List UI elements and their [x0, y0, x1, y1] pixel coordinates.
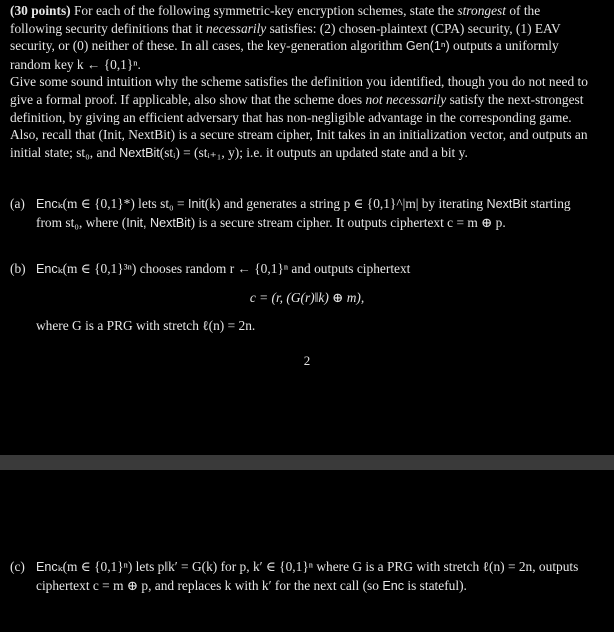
part-a-label: (a)	[10, 196, 25, 211]
page-separator	[0, 455, 614, 470]
part-b-where: where G is a PRG with stretch ℓ(n) = 2n.	[36, 318, 256, 333]
part-a: (a) Encₖ(m ∈ {0,1}*) lets st₀ = Init(k) and generates a string p ∈ {0,1}^|m| by iterating NextBit starting from st₀, where (Init, NextBit) is a secure stream cipher. It outputs ciphertext c = m ⊕ p.	[10, 196, 571, 230]
part-b-equation: c = (r, (G(r)‖k) ⊕ m),	[249, 290, 365, 305]
document-page-2	[0, 470, 614, 632]
problem-intro: (30 points) For each of the following symmetric-key encryption schemes, state the strongest of the following security definitions that it necessarily satisfies: (2) chosen-plaintext (CPA) security, (1) EAV security, or (0) neither of these. In all cases, the key-generation algorithm Gen(1ⁿ) outputs a uniformly random key k ← {0,1}ⁿ. Give some sound intuition why the scheme satisfies the definition you identified, though you do not need to give a formal proof. If applicable, also show that the scheme does not necessarily satisfy the next-strongest definition, by giving an efficient adversary that has non-negligible advantage in the corresponding game. Also, recall that (Init, NextBit) is a secure stream cipher, Init takes in an initialization vector, and outputs an initial state; st₀, and NextBit(stᵢ) = (stᵢ₊₁, y); i.e. it outputs an updated state and a bit y.	[10, 3, 588, 160]
part-c: (c) Encₖ(m ∈ {0,1}ⁿ) lets p‖k′ = G(k) for p, k′ ∈ {0,1}ⁿ where G is a PRG with stretch ℓ(n) = 2n, outputs ciphertext c = m ⊕ p, and replaces k with k′ for the next call (so Enc is stateful).	[10, 559, 579, 593]
points-label: (30 points)	[10, 3, 71, 18]
part-c-label: (c)	[10, 559, 25, 574]
part-b: (b) Encₖ(m ∈ {0,1}³ⁿ) chooses random r ← {0,1}ⁿ and outputs ciphertext	[10, 261, 411, 276]
page-number: 2	[303, 353, 311, 368]
part-b-label: (b)	[10, 261, 26, 276]
